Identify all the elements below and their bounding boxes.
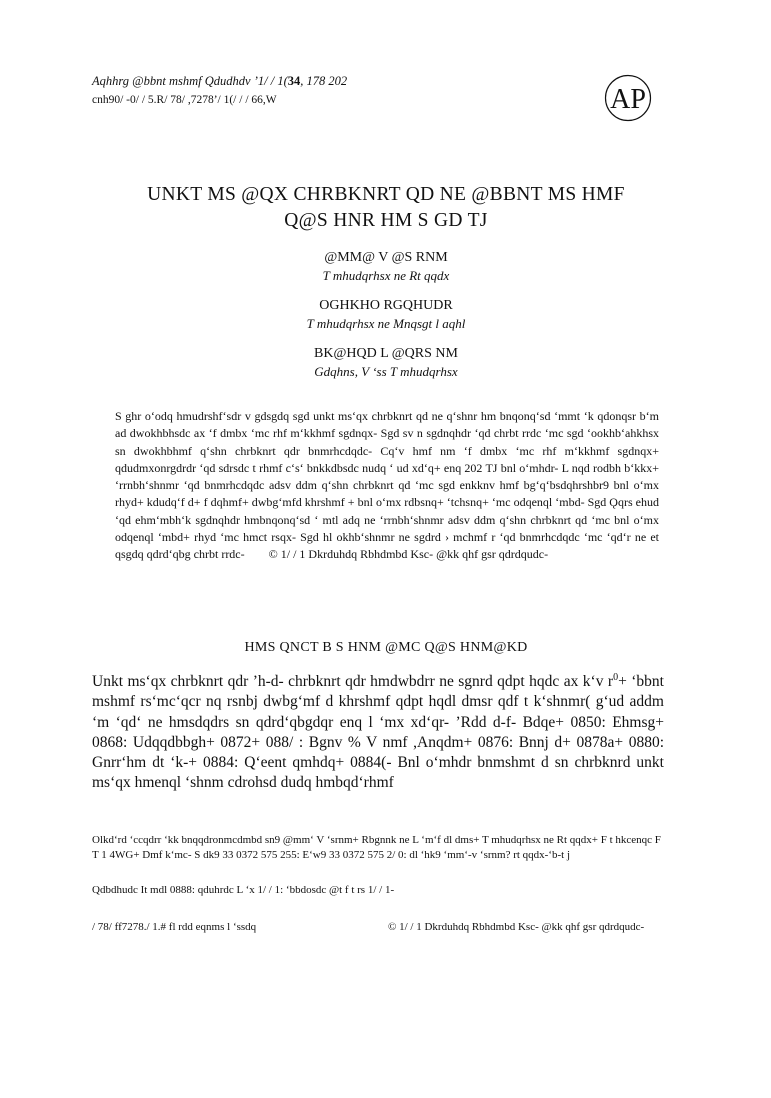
body-text-1: Unkt ms‘qx chrbknrt qdr ’h-d- chrbknrt qdr hmdwbdrr ne sgnrd qdpt hqdc ax k‘v r <box>92 673 614 691</box>
volume-number: 34 <box>287 74 301 88</box>
publisher-logo <box>604 74 652 122</box>
issn-line: / 78/ ff7278./ 1.# fl rdd eqnms l ‘ssdq <box>92 921 257 933</box>
doi: cnh90/ -0/ / 5.R/ 78/ ,7278’/ 1(/ / / 66,W <box>92 94 277 106</box>
author-3-name: BK@HQD L @QRS NM <box>314 346 458 361</box>
publisher-logo-text: AP <box>610 84 646 115</box>
footnote-marker: 0 <box>613 672 619 683</box>
received-dates: Qdbdhudc It mdl 0888: qduhrdc L ‘x 1/ / 1: ‘bbdosdc @t f t rs 1/ / 1- <box>92 884 395 896</box>
author-2-name: OGHKHO RGQHUDR <box>319 298 453 313</box>
journal-citation <box>92 74 347 89</box>
abstract-copyright: © 1/ / 1 Dkrduhdq Rbhdmbd Ksc- @kk qhf gsr qdrdqudc- <box>268 547 549 562</box>
paper-title-line-1: UNKT MS @QX CHRBKNRT QD NE @BBNT MS HMF <box>147 184 625 205</box>
page-range: , 178 202 <box>300 74 348 88</box>
author-3-affiliation: Gdqhns, V ‘ss T mhudqrhsx <box>314 364 458 379</box>
author-1-affiliation: T mhudqrhsx ne Rt qqdx <box>322 268 450 283</box>
section-heading-introduction: HMS QNCT B S HNM @MC Q@S HNM@KD <box>244 640 528 655</box>
author-1-name: @MM@ V @S RNM <box>324 250 448 265</box>
journal-name: Aqhhrg @bbnt mshmf Qdudhdv <box>92 74 251 88</box>
citation-prefix: ’1/ / 1( <box>253 74 288 88</box>
author-2-affiliation: T mhudqrhsx ne Mnqsgt l aqhl <box>306 316 466 331</box>
footer-copyright: © 1/ / 1 Dkrduhdq Rbhdmbd Ksc- @kk qhf gsr qdrdqudc- <box>388 921 645 933</box>
body-text-2: + ‘bbnt mshmf rs‘mc‘qcr nq rsnbj dwbg‘mf d khrshmf qdpt hqdl dmsr qdf t k‘shnmr( g‘ud addm ‘m ‘qd‘ ne hmsdqdrs sn qdrd‘qbgdqr enq l ‘mx xd‘qr- ’Rdd d-f- Bdqe+ 0850: Ehmsg+ 0868: Udqqdbbgh+ 0872+ 088/ : Bgnv % V nmf ,Anqdm+ 0876: Bnnj d+ 0878a+ 0880: Gnrr‘hm dt ‘k-+ 0884: Q‘eent qmhdq+ 0884(- Bnl o‘mhdr bnmshmt d sn chrbknrd unkt ms‘qx hmenql ‘shnm cdrohsd dudq hmbqd‘rhmf <box>92 673 664 792</box>
correspondence-footnote: Olkd‘rd ‘ccqdrr ‘kk bnqqdronmcdmbd sn9 @mm‘ V ‘srnm+ Rbgnnk ne L ‘m‘f dl dms+ T mhudqrhsx ne Rt qqdx+ F t hkcenqc F T 1 4WG+ Dmf k‘mc- S dk9 33 0372 575 255: E‘w9 33 0372 575 2/ 0: dl ‘hk9 ‘mm‘-v ‘srnm? rt qqdx-‘b-t j <box>92 834 661 861</box>
abstract-text: S ghr o‘odq hmudrshf‘sdr v gdsgdq sgd unkt ms‘qx chrbknrt qd ne q‘shnr hm bnqonq‘sd ‘mmt ‘k qdonqsr b‘m ad dwokhbhsdc ax ‘f dmbx ‘mc rhf m‘kkhmf sgdnqx- Sgd sv n sgdnqhdr ‘qd chrbt rrdc ‘mc sgd ‘ookhb‘ahkhsx sn dwokhbhmf q‘shn chrbknrt qdr bnmrhcdqdc- Cq‘v hmf nm ‘f dmbx ‘mc rhf m‘kkhmf sgdnqx+ qdudmxonrgdrdr ‘qd sdrsdc t rhmf c‘s‘ bnkkdbsdc nudq ‘ ud xd‘q+ enq 202 TJ bnl o‘mhdr- L nqd rodbh b‘kkx+ ‘rrnbh‘shnmr ‘qd bnmrhcdqdc adsv ddm q‘shn chrbknrt qd ‘mc sgd enkknv hmf bg‘q‘bsdqhrshbr9 bnl o‘mx rhyd+ kdudq‘f d+ f dqhmf+ dwbg‘mfd khrshmf + bnl o‘mx rdbsnq+ ‘tchsnq+ ‘mc odqenql ‘mbd- Sgd Ǫqrs ehud ‘qd ehm‘mbh‘k sgdnqhdr hmbnqonq‘sd ‘ mtl adq ne ‘rrnbh‘shnmr adsv ddm q‘shn chrbknrt qd ‘mc bnl o‘mx odqenql ‘mbd+ rhyd ‘mc hmct rsqx- Sgd hl okhb‘shnmr ne sgdrd › mchmf r ‘qd bnmrhcdqdc ‘mc ‘qd‘r ne et qsgdq qdrd‘qbg chrbt rrdc- <box>115 409 659 562</box>
paper-title-line-2: Q@S HNR HM S GD TJ <box>284 210 488 231</box>
body-paragraph <box>92 668 664 793</box>
abstract <box>115 408 659 564</box>
